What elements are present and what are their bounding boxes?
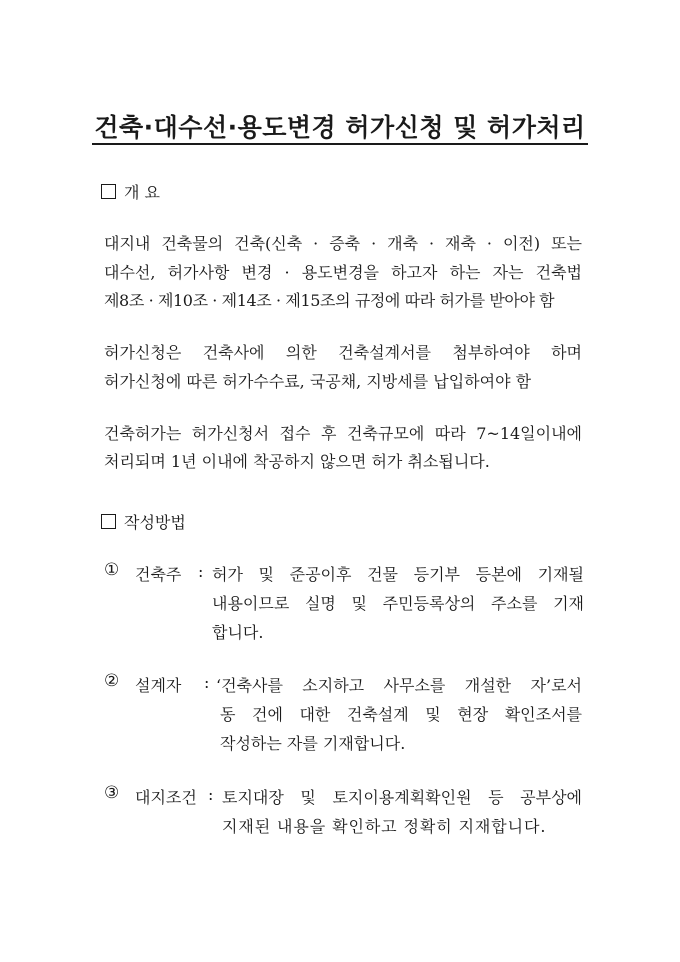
section-heading-text: 작성방법	[124, 513, 186, 532]
item-line: 허가 및 준공이후 건물 등기부 등본에 기재될	[212, 565, 584, 584]
section-heading-overview	[101, 180, 160, 203]
item-colon: :	[208, 785, 214, 804]
section-heading-text: 개 요	[124, 183, 160, 202]
paragraph-line: 처리되며 1년 이내에 착공하지 않으면 허가 취소됩니다.	[104, 452, 490, 471]
item-number: ③	[104, 783, 120, 803]
item-line: 토지대장 및 토지이용계획확인원 등 공부상에	[222, 788, 582, 807]
item-line: 내용이므로 실명 및 주민등록상의 주소를 기재	[212, 594, 584, 613]
page-title	[0, 108, 680, 144]
section-heading-method	[101, 510, 186, 533]
item-line: 지재된 내용을 확인하고 정확히 지재합니다.	[222, 817, 547, 836]
paragraph-line: 대지내 건축물의 건축(신축 · 증축 · 개축 · 재축 · 이전) 또는	[104, 234, 582, 253]
item-line: 동 건에 대한 건축설계 및 현장 확인조서를	[220, 705, 582, 724]
item-label: 대지조건	[135, 788, 197, 807]
item-line: 작성하는 자를 기재합니다.	[220, 734, 406, 753]
item-number: ①	[104, 560, 120, 580]
item-line: 합니다.	[212, 623, 264, 642]
checkbox-square-icon	[101, 514, 116, 529]
item-colon: :	[198, 562, 204, 581]
item-number: ②	[104, 671, 120, 691]
paragraph-line: 허가신청에 따른 허가수수료, 국공채, 지방세를 납입하여야 함	[104, 372, 532, 391]
item-line: ‘건축사를 소지하고 사무소를 개설한 자’로서	[216, 676, 582, 695]
page-title-text: 건축·대수선·용도변경 허가신청 및 허가처리	[92, 113, 587, 145]
paragraph-line: 건축허가는 허가신청서 접수 후 건축규모에 따라 7~14일이내에	[104, 424, 582, 443]
paragraph-line: 대수선, 허가사항 변경 · 용도변경을 하고자 하는 자는 건축법	[104, 263, 582, 282]
paragraph-line: 제8조 · 제10조 · 제14조 · 제15조의 규정에 따라 허가를 받아야 함	[104, 291, 555, 310]
item-colon: :	[204, 673, 210, 692]
checkbox-square-icon	[101, 184, 116, 199]
paragraph-line: 허가신청은 건축사에 의한 건축설계서를 첨부하여야 하며	[104, 343, 582, 362]
item-label: 설계자	[135, 676, 182, 695]
item-label: 건축주	[135, 565, 182, 584]
